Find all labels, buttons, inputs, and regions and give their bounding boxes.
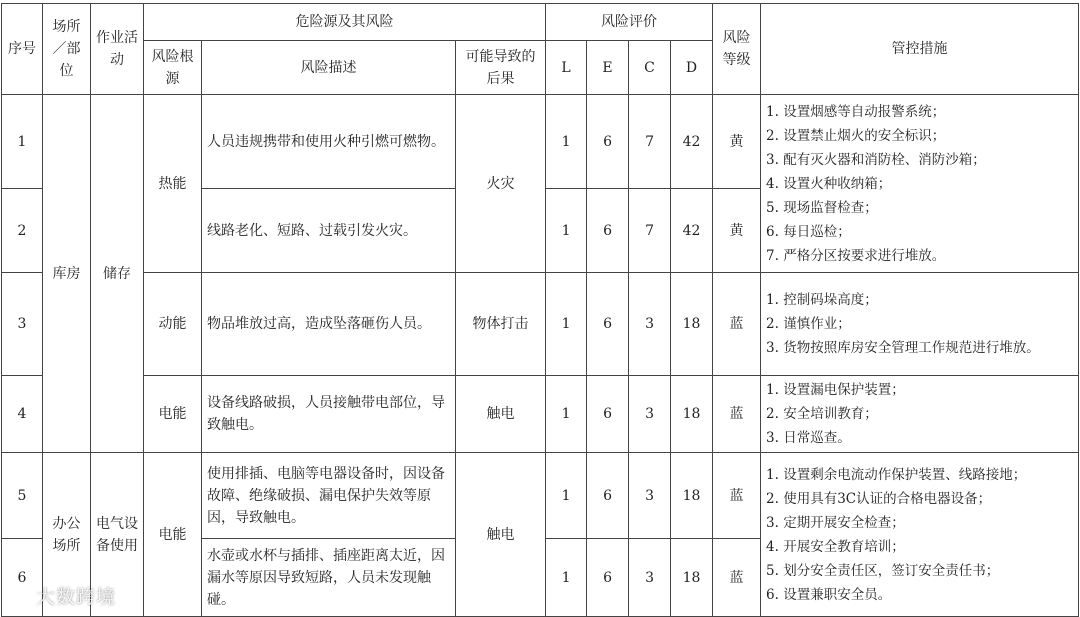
- cell-level: 蓝: [713, 376, 761, 453]
- cell-seq: 1: [2, 95, 43, 189]
- cell-E: 6: [587, 95, 629, 189]
- cell-C: 3: [629, 376, 671, 453]
- table-row: [2, 453, 1079, 539]
- measure-item: 3. 货物按照库房安全管理工作规范进行堆放。: [766, 340, 1040, 356]
- cell-consequence: 物体打击: [456, 273, 546, 376]
- measure-item: 5. 划分安全责任区，签订安全责任书；: [766, 562, 1000, 579]
- cell-C: 7: [629, 95, 671, 189]
- cell-D: 42: [671, 189, 713, 273]
- measure-item: 4. 设置火种收纳箱；: [766, 175, 892, 192]
- header-activity: 作业活动: [91, 4, 144, 95]
- measure-item: 2. 谨慎作业；: [766, 316, 851, 332]
- measure-item: 2. 使用具有3C认证的合格电器设备；: [766, 490, 992, 507]
- measure-item: 1. 设置烟感等自动报警系统；: [766, 103, 946, 120]
- header-E: E: [587, 41, 629, 95]
- header-source: 风险根源: [144, 41, 202, 95]
- cell-description: 人员违规携带和使用火种引燃可燃物。: [202, 95, 456, 189]
- cell-level: 黄: [713, 95, 761, 189]
- cell-D: 18: [671, 539, 713, 617]
- cell-E: 6: [587, 453, 629, 539]
- header-consequence: 可能导致的后果: [456, 41, 546, 95]
- cell-seq: 5: [2, 453, 43, 539]
- cell-D: 42: [671, 95, 713, 189]
- cell-E: 6: [587, 539, 629, 617]
- measure-item: 2. 安全培训教育；: [766, 406, 878, 422]
- cell-E: 6: [587, 376, 629, 453]
- cell-description: 使用排插、电脑等电器设备时，因设备故障、绝缘破损、漏电保护失效等原因，导致触电。: [202, 453, 456, 539]
- cell-description: 设备线路破损，人员接触带电部位，导致触电。: [202, 376, 456, 453]
- header-level: 风险等级: [713, 4, 761, 95]
- measure-item: 1. 控制码垛高度；: [766, 292, 878, 308]
- watermark: [6, 582, 116, 609]
- cell-measures-stack: [761, 273, 1079, 376]
- cell-seq: 2: [2, 189, 43, 273]
- cell-L: 1: [546, 453, 587, 539]
- cell-source: 热能: [144, 95, 202, 273]
- cell-level: 蓝: [713, 453, 761, 539]
- cell-level: 蓝: [713, 539, 761, 617]
- measure-item: 1. 设置剩余电流动作保护装置、线路接地；: [766, 466, 1027, 483]
- risk-table-container: [1, 3, 1079, 617]
- cell-source: 电能: [144, 453, 202, 617]
- header-hazard-group: 危险源及其风险: [144, 4, 546, 41]
- cell-activity: 储存: [91, 95, 144, 453]
- cell-seq: 6: [2, 539, 43, 617]
- risk-assessment-table: [1, 3, 1079, 617]
- cell-E: 6: [587, 273, 629, 376]
- watermark-text: 大数跨境: [36, 586, 117, 608]
- measure-item: 3. 定期开展安全检查；: [766, 514, 905, 531]
- measure-item: 3. 配有灭火器和消防栓、消防沙箱；: [766, 151, 986, 168]
- cell-consequence: 触电: [456, 376, 546, 453]
- cell-C: 3: [629, 453, 671, 539]
- measure-item: 2. 设置禁止烟火的安全标识；: [766, 127, 946, 144]
- brand-logo-icon: [6, 583, 32, 609]
- cell-consequence: 火灾: [456, 95, 546, 273]
- measure-item: 6. 设置兼职安全员。: [766, 586, 892, 603]
- cell-place: 办公场所: [43, 453, 91, 617]
- cell-L: 1: [546, 273, 587, 376]
- measure-item: 7. 严格分区按要求进行堆放。: [766, 247, 946, 264]
- table-row: [2, 95, 1079, 189]
- measure-item: 5. 现场监督检查；: [766, 199, 878, 216]
- cell-C: 3: [629, 273, 671, 376]
- cell-L: 1: [546, 376, 587, 453]
- header-row-1: [2, 4, 1079, 41]
- cell-measures-fire: [761, 95, 1079, 273]
- measure-item: 1. 设置漏电保护装置；: [766, 382, 905, 398]
- cell-D: 18: [671, 376, 713, 453]
- cell-L: 1: [546, 539, 587, 617]
- cell-place: 库房: [43, 95, 91, 453]
- header-eval-group: 风险评价: [546, 4, 713, 41]
- header-description: 风险描述: [202, 41, 456, 95]
- header-seq: 序号: [2, 4, 43, 95]
- cell-L: 1: [546, 189, 587, 273]
- cell-description: 线路老化、短路、过载引发火灾。: [202, 189, 456, 273]
- cell-C: 3: [629, 539, 671, 617]
- cell-measures-office: [761, 453, 1079, 617]
- cell-seq: 4: [2, 376, 43, 453]
- measure-item: 3. 日常巡查。: [766, 430, 851, 446]
- cell-L: 1: [546, 95, 587, 189]
- cell-measures-shock: [761, 376, 1079, 453]
- cell-description: 水壶或水杯与插排、插座距离太近，因漏水等原因导致短路，人员未发现触碰。: [202, 539, 456, 617]
- cell-D: 18: [671, 273, 713, 376]
- cell-source: 电能: [144, 376, 202, 453]
- cell-source: 动能: [144, 273, 202, 376]
- header-C: C: [629, 41, 671, 95]
- table-row: [2, 376, 1079, 453]
- measure-item: 4. 开展安全教育培训；: [766, 538, 905, 555]
- cell-activity: 电气设备使用: [91, 453, 144, 617]
- cell-level: 黄: [713, 189, 761, 273]
- header-measures: 管控措施: [761, 4, 1079, 95]
- table-row: [2, 273, 1079, 376]
- cell-description: 物品堆放过高，造成坠落砸伤人员。: [202, 273, 456, 376]
- cell-consequence: 触电: [456, 453, 546, 617]
- measure-item: 6. 每日巡检；: [766, 223, 851, 240]
- cell-seq: 3: [2, 273, 43, 376]
- cell-level: 蓝: [713, 273, 761, 376]
- header-place: 场所／部位: [43, 4, 91, 95]
- header-D: D: [671, 41, 713, 95]
- cell-D: 18: [671, 453, 713, 539]
- cell-E: 6: [587, 189, 629, 273]
- header-L: L: [546, 41, 587, 95]
- cell-C: 7: [629, 189, 671, 273]
